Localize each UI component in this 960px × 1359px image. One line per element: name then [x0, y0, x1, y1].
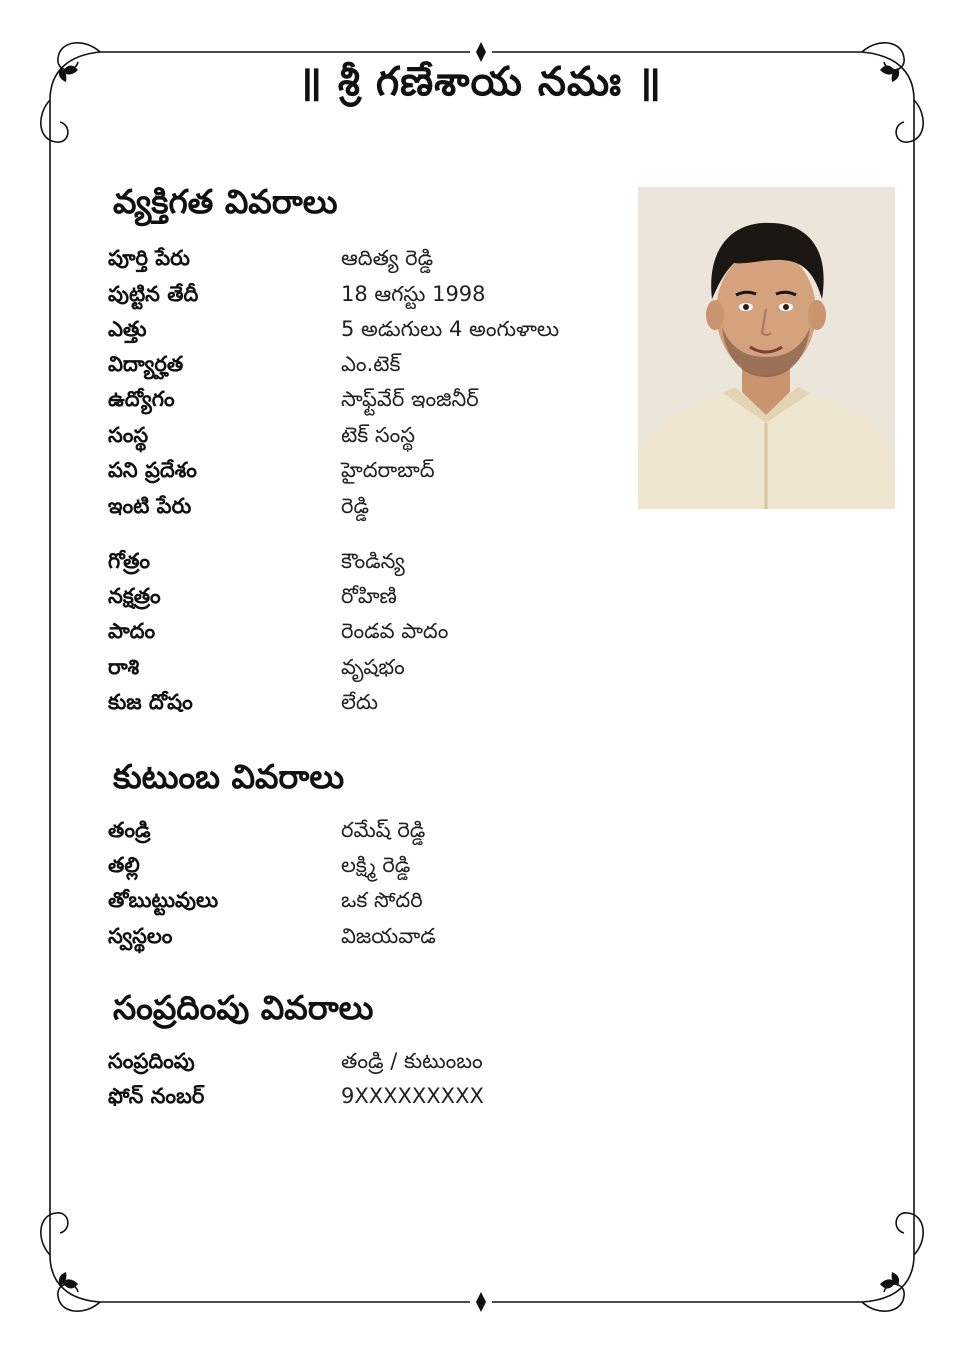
detail-value: విజయవాడ [341, 924, 436, 948]
detail-value: రమేష్ రెడ్డి [341, 818, 426, 842]
detail-label: సంప్రదింపు [108, 1049, 195, 1073]
detail-value: ఆదిత్య రెడ్డి [341, 246, 434, 270]
detail-label: స్వస్థలం [108, 924, 173, 948]
detail-value: ఎం.టెక్ [341, 352, 401, 376]
detail-label: విద్యార్హత [108, 352, 184, 376]
detail-value: హైదరాబాద్ [341, 458, 435, 482]
section-title-personal: వ్యక్తిగత వివరాలు [113, 182, 338, 221]
detail-value: తండ్రి / కుటుంబం [341, 1049, 483, 1073]
detail-label: ఎత్తు [108, 317, 147, 341]
detail-label: కుజ దోషం [108, 690, 193, 714]
detail-value: వృషభం [341, 655, 405, 679]
detail-label: పూర్తి పేరు [108, 246, 190, 270]
detail-label: తోబుట్టువులు [108, 888, 219, 912]
section-title-family: కుటుంబ వివరాలు [113, 757, 345, 796]
profile-photo [638, 187, 895, 509]
detail-value: టెక్ సంస్థ [341, 423, 415, 447]
detail-value: రోహిణి [341, 584, 397, 608]
detail-label: రాశి [108, 655, 140, 679]
section-title-contact: సంప్రదింపు వివరాలు [113, 988, 374, 1027]
detail-label: తండ్రి [108, 818, 151, 842]
detail-value: రెండవ పాదం [341, 619, 449, 643]
detail-value: ఒక సోదరి [341, 888, 423, 912]
detail-value: రెడ్డి [341, 494, 369, 518]
detail-label: నక్షత్రం [108, 584, 161, 608]
phone-number: 9XXXXXXXXX [341, 1084, 484, 1108]
detail-value: సాఫ్ట్‌వేర్ ఇంజినీర్ [341, 387, 479, 411]
detail-label: పని ప్రదేశం [108, 458, 197, 482]
detail-value: లక్ష్మి రెడ్డి [341, 853, 411, 877]
detail-label: గోత్రం [108, 549, 151, 573]
detail-label: ఫోన్ నంబర్ [108, 1084, 205, 1108]
detail-value: 18 ఆగస్టు 1998 [341, 282, 486, 306]
detail-label: పాదం [108, 619, 156, 643]
detail-label: తల్లి [108, 853, 140, 877]
detail-label: ఇంటి పేరు [108, 494, 192, 518]
detail-value: లేదు [341, 690, 378, 714]
detail-value: 5 అడుగులు 4 అంగుళాలు [341, 317, 560, 341]
detail-value: కౌండిన్య [341, 549, 405, 573]
invocation-header: ॥ శ్రీ గణేశాయ నమః ॥ [298, 58, 662, 105]
detail-label: పుట్టిన తేదీ [108, 282, 199, 306]
detail-label: సంస్థ [108, 423, 149, 447]
detail-label: ఉద్యోగం [108, 387, 175, 411]
